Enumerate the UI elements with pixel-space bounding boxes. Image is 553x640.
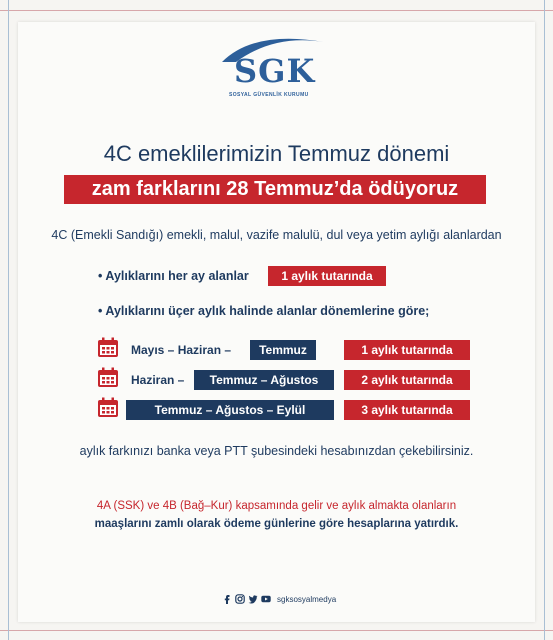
period-3-amount: 3 aylık tutarında xyxy=(344,400,470,420)
footer-line2: maaşlarını zamlı olarak ödeme günlerine göre hesaplarına yatırdık. xyxy=(94,518,459,530)
period-2-highlight: Temmuz – Ağustos xyxy=(194,370,334,390)
footer-line1: 4A (SSK) ve 4B (Bağ–Kur) kapsamında gelir ve aylık almakta olanların xyxy=(96,500,457,512)
frame-line-bottom xyxy=(0,630,553,631)
frame-line-right xyxy=(544,0,545,640)
calendar-icon xyxy=(97,397,119,418)
social-row xyxy=(222,592,336,606)
bullet-quarterly: • Aylıklarını üçer aylık halinde alanlar dönemlerine göre; xyxy=(98,304,430,318)
period-1-highlight: Temmuz xyxy=(250,340,316,360)
logo-letters: SGK xyxy=(234,52,316,90)
period-1-months: Mayıs – Haziran – xyxy=(131,343,232,357)
bullet-monthly-tag: 1 aylık tutarında xyxy=(268,266,386,286)
announcement-card xyxy=(18,22,535,622)
withdraw-note: aylık farkınızı banka veya PTT şubesindeki hesabınızdan çekebilirsiniz. xyxy=(79,444,474,458)
period-2-amount: 2 aylık tutarında xyxy=(344,370,470,390)
calendar-icon xyxy=(97,337,119,358)
period-2-months: Haziran – xyxy=(131,373,185,387)
headline-line2: zam farklarını 28 Temmuz’da ödüyoruz xyxy=(64,175,486,204)
sgk-logo xyxy=(214,32,334,102)
instagram-icon[interactable] xyxy=(235,594,245,604)
frame-line-top xyxy=(0,10,553,11)
period-1-amount: 1 aylık tutarında xyxy=(344,340,470,360)
calendar-icon xyxy=(97,367,119,388)
youtube-icon[interactable] xyxy=(261,594,271,604)
bullet-monthly: • Aylıklarını her ay alanlar xyxy=(98,269,249,283)
logo-subtitle: SOSYAL GÜVENLİK KURUMU xyxy=(229,92,309,98)
facebook-icon[interactable] xyxy=(222,594,232,604)
twitter-icon[interactable] xyxy=(248,594,258,604)
headline-line1: 4C emeklilerimizin Temmuz dönemi xyxy=(103,141,450,166)
frame-line-left xyxy=(8,0,9,640)
intro-text: 4C (Emekli Sandığı) emekli, malul, vazife malulü, dul veya yetim aylığı alanlardan xyxy=(51,228,502,242)
social-handle[interactable]: sgksosyalmedya xyxy=(277,594,337,604)
period-3-highlight: Temmuz – Ağustos – Eylül xyxy=(126,400,334,420)
